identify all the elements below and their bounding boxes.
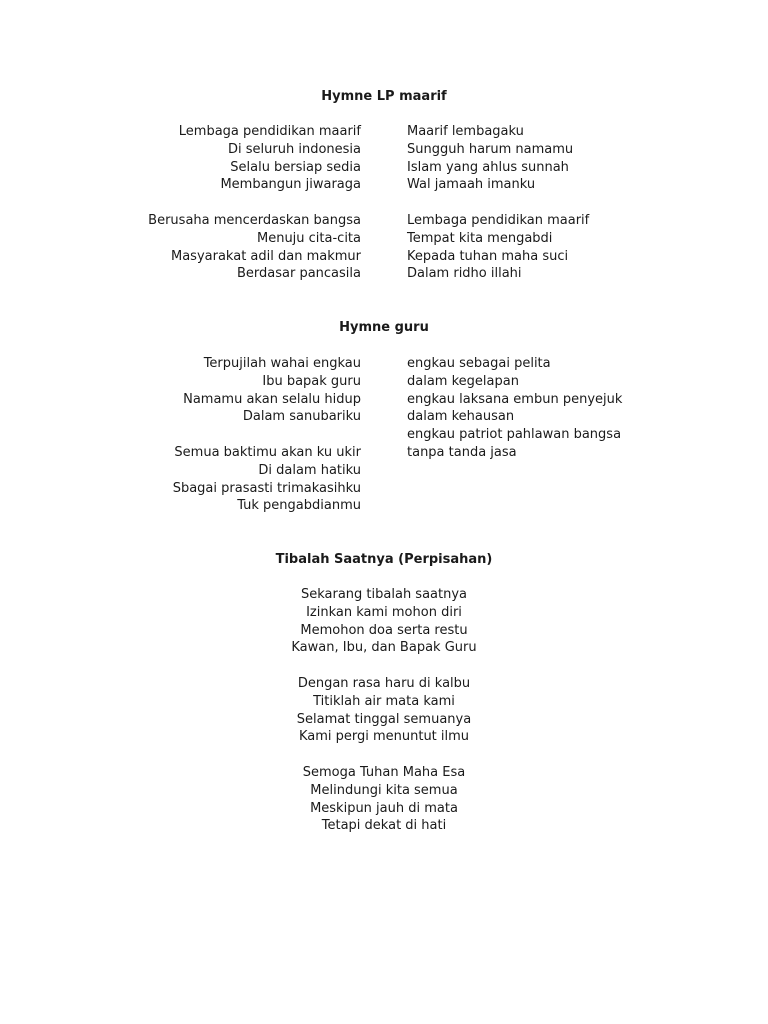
lyric-line: Di seluruh indonesia bbox=[228, 141, 361, 157]
lyric-line: Tempat kita mengabdi bbox=[407, 230, 553, 246]
lyric-line: Terpujilah wahai engkau bbox=[203, 356, 361, 371]
lyric-line: Titiklah air mata kami bbox=[313, 693, 455, 709]
lyric-line: tanpa tanda jasa bbox=[407, 444, 517, 460]
lyric-line: Izinkan kami mohon diri bbox=[306, 604, 462, 620]
lyric-line: Maarif lembagaku bbox=[407, 124, 524, 139]
lyric-line: Semua baktimu akan ku ukir bbox=[174, 444, 361, 460]
lyric-line: Menuju cita-cita bbox=[256, 230, 361, 246]
song-right-column bbox=[407, 123, 589, 283]
lyric-line: engkau patriot pahlawan bangsa bbox=[407, 427, 622, 443]
lyric-line: Dalam sanubariku bbox=[242, 409, 361, 425]
stanza-gap bbox=[0, 746, 768, 764]
stanza-gap bbox=[0, 657, 768, 675]
song-title: Hymne guru bbox=[339, 320, 429, 335]
lyric-line: Tuk pengabdianmu bbox=[237, 498, 361, 514]
lyric-line: Selamat tinggal semuanya bbox=[296, 711, 472, 727]
lyric-line: Lembaga pendidikan maarif bbox=[178, 124, 361, 139]
lyric-line: Lembaga pendidikan maarif bbox=[407, 212, 590, 228]
lyric-line: Sekarang tibalah saatnya bbox=[300, 587, 468, 602]
song-title: Hymne LP maarif bbox=[321, 89, 447, 104]
lyric-line: Islam yang ahlus sunnah bbox=[407, 159, 569, 175]
lyric-line: dalam kegelapan bbox=[407, 373, 519, 389]
lyric-line: engkau sebagai pelita bbox=[407, 356, 551, 371]
song-left-column bbox=[148, 123, 361, 283]
lyric-line: Namamu akan selalu hidup bbox=[183, 391, 361, 407]
stanza-gap bbox=[148, 194, 361, 212]
lyric-line: Selalu bersiap sedia bbox=[230, 159, 361, 175]
lyric-line: Meskipun jauh di mata bbox=[310, 800, 458, 816]
lyric-line: Melindungi kita semua bbox=[310, 782, 458, 798]
lyric-line: Wal jamaah imanku bbox=[407, 177, 536, 193]
song-right-column bbox=[407, 355, 622, 462]
song-left-column bbox=[173, 355, 361, 515]
lyric-line: engkau laksana embun penyejuk bbox=[407, 391, 623, 407]
lyric-line: Kawan, Ibu, dan Bapak Guru bbox=[291, 640, 477, 656]
lyric-line: dalam kehausan bbox=[407, 409, 515, 425]
lyric-line: Sungguh harum namamu bbox=[407, 141, 574, 157]
lyric-line: Kami pergi menuntut ilmu bbox=[298, 729, 470, 745]
lyric-line: Memohon doa serta restu bbox=[300, 622, 468, 638]
lyric-line: Sbagai prasasti trimakasihku bbox=[172, 480, 361, 496]
lyric-line: Dengan rasa haru di kalbu bbox=[297, 675, 471, 691]
lyric-line: Kepada tuhan maha suci bbox=[407, 248, 569, 264]
lyric-line: Berusaha mencerdaskan bangsa bbox=[148, 212, 361, 228]
lyric-line: Tetapi dekat di hati bbox=[321, 818, 447, 834]
lyric-line: Dalam ridho illahi bbox=[407, 266, 522, 282]
lyric-line: Berdasar pancasila bbox=[236, 266, 361, 282]
lyric-line: Di dalam hatiku bbox=[258, 462, 361, 478]
lyric-line: Masyarakat adil dan makmur bbox=[171, 248, 361, 264]
song-center-column bbox=[0, 586, 768, 835]
lyric-line: Membangun jiwaraga bbox=[220, 177, 361, 193]
lyric-line: Semoga Tuhan Maha Esa bbox=[302, 764, 466, 780]
stanza-gap bbox=[407, 194, 589, 212]
song-title: Tibalah Saatnya (Perpisahan) bbox=[275, 552, 493, 567]
stanza-gap bbox=[173, 426, 361, 444]
lyric-line: Ibu bapak guru bbox=[262, 373, 361, 389]
